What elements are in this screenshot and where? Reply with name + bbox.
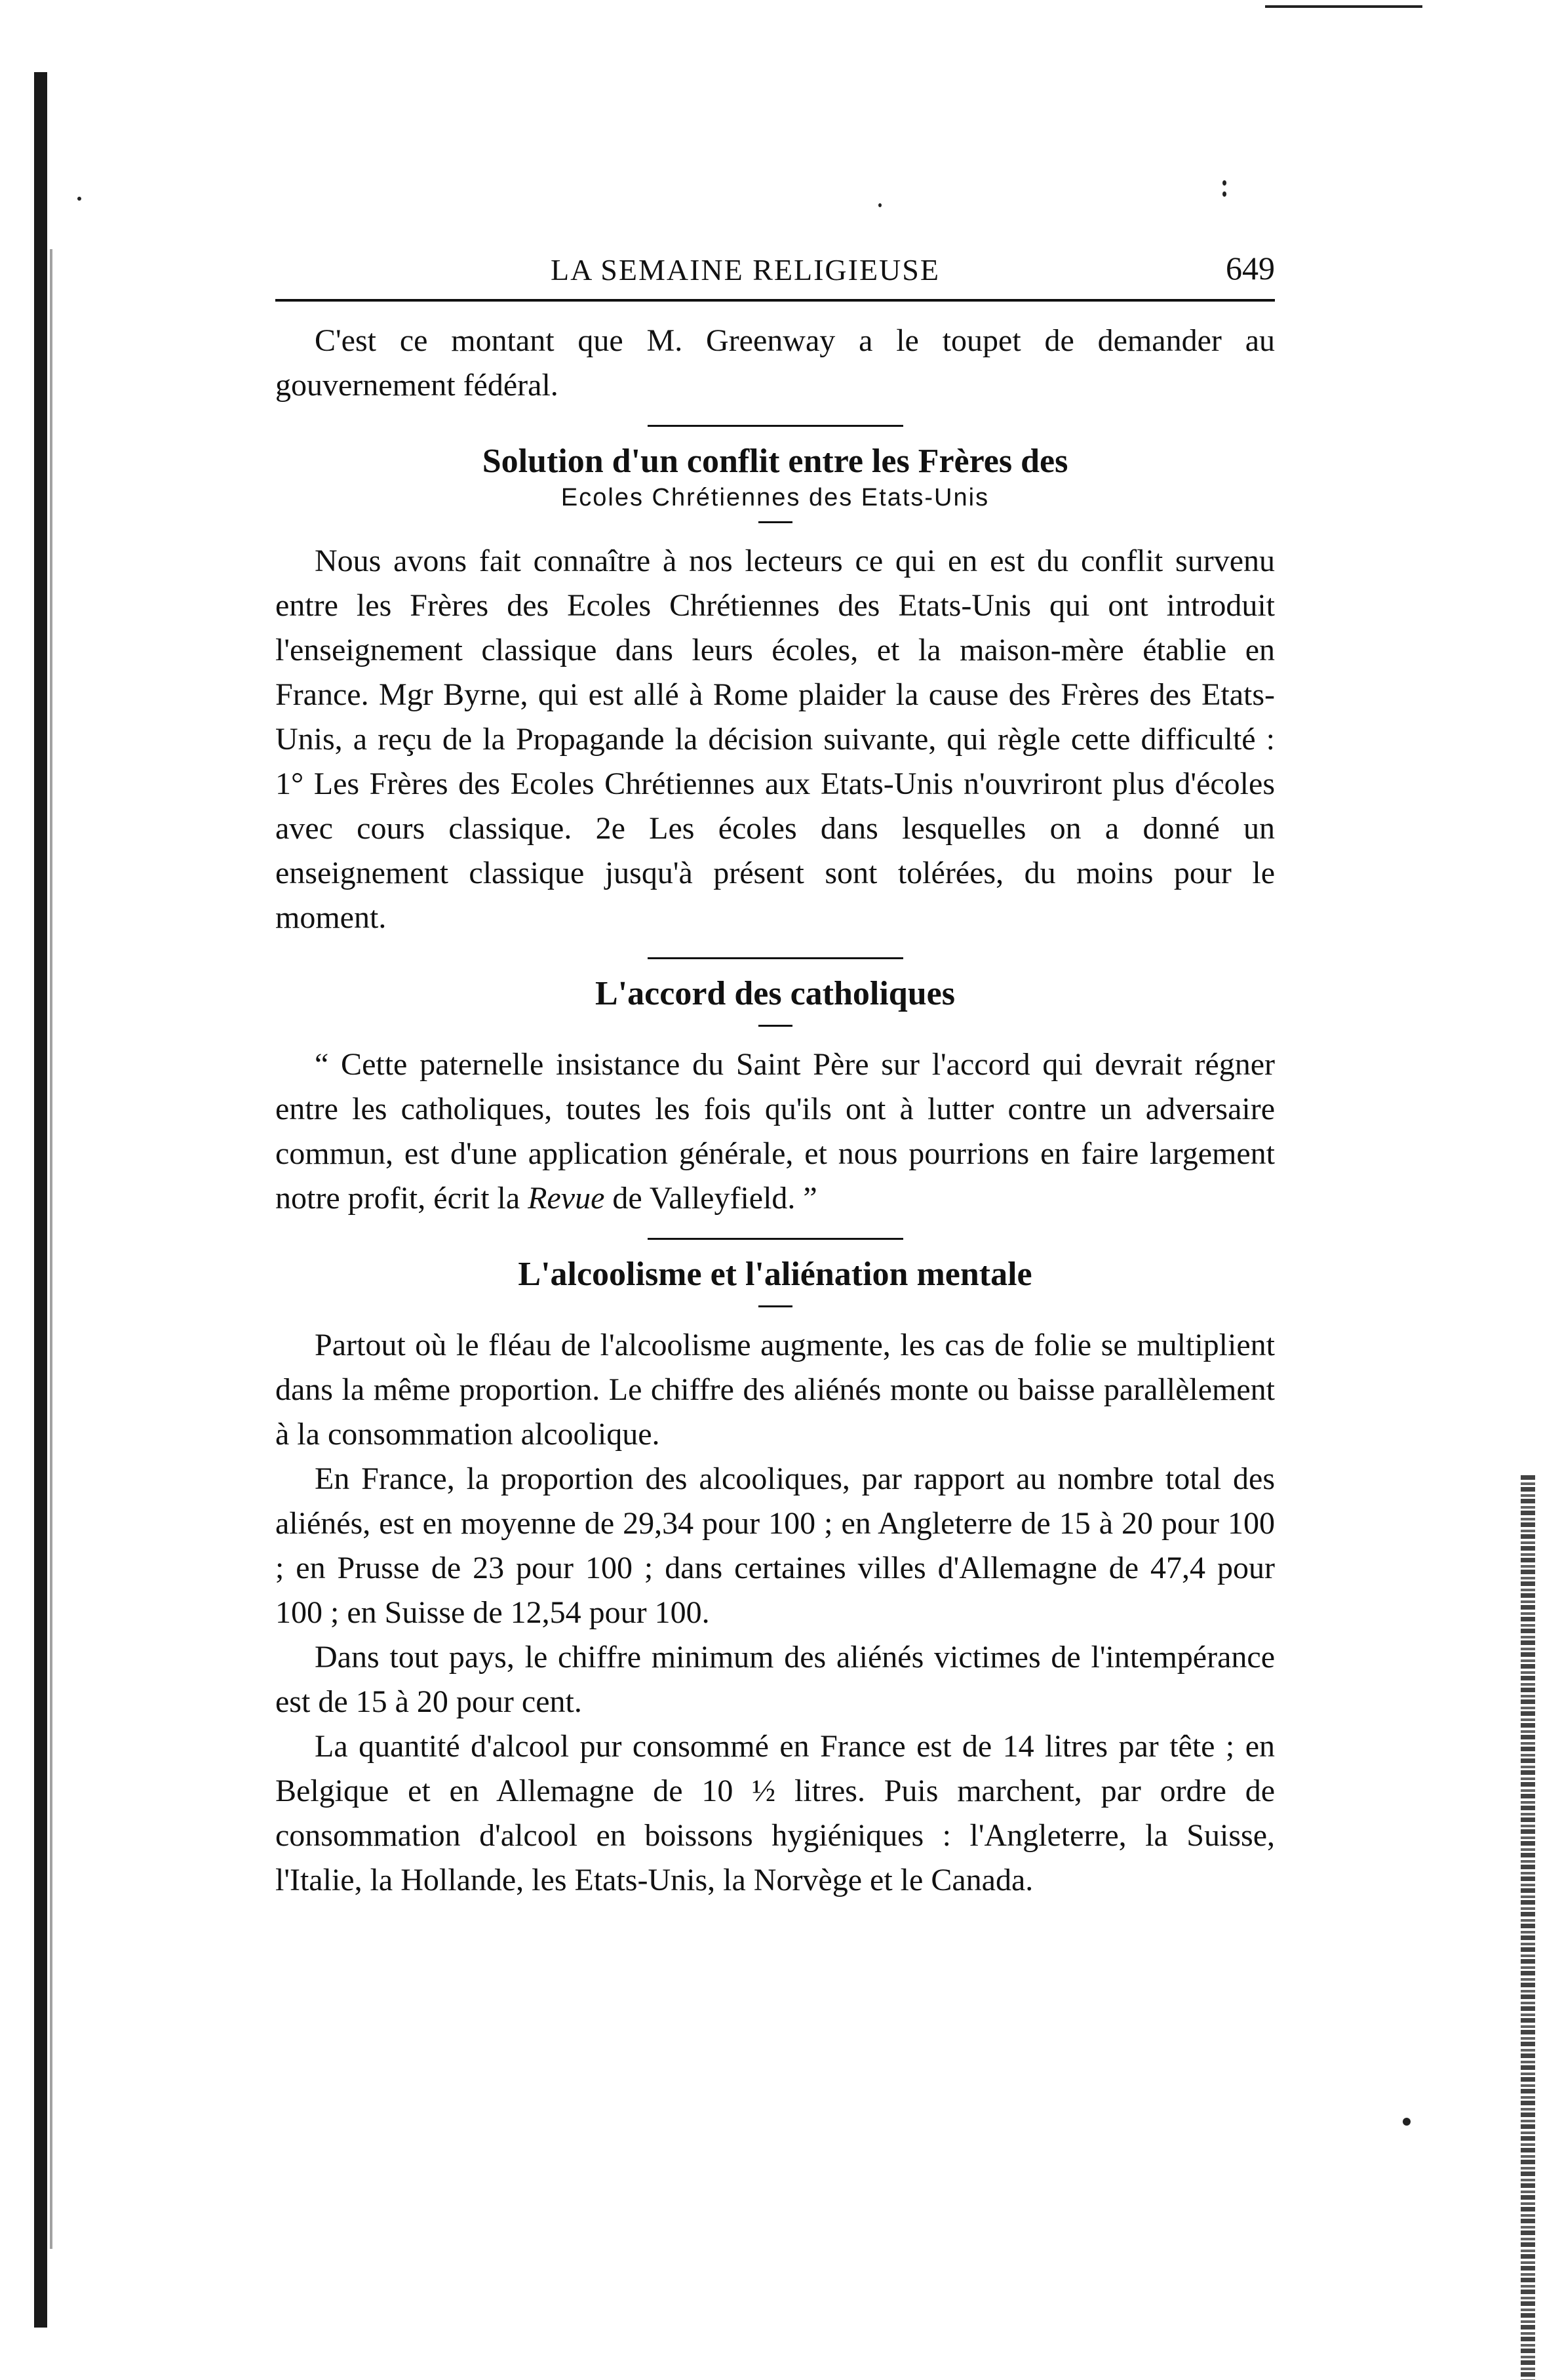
running-head [275,249,1275,302]
section2-paragraph [275,1042,1275,1221]
section2-title: L'accord des catholiques [595,975,955,1012]
scan-speck [77,197,81,201]
title-dash [758,521,792,523]
scan-speck [878,203,882,207]
running-head-title: LA SEMAINE RELIGIEUSE [551,253,940,287]
section3-paragraph-4: La quantité d'alcool pur consommé en France est de 14 litres par tête ; en Belgique et en Allemagne de 10 ½ litres. Puis marchent, par ordre de consommation d'alcool en boissons hygiéniques : l'Angleterre, la Suisse, l'Italie, la Hollande, les Etats-Unis, la Norvège et le Canada. [275,1729,1275,1897]
section-separator [648,957,903,959]
scan-speck [1222,180,1226,186]
page-number: 649 [1226,250,1275,287]
section1-paragraph: Nous avons fait connaître à nos lecteurs ce qui en est du conflit survenu entre les Frères des Ecoles Chrétiennes des Etats-Unis qui ont introduit l'enseignement classique dans leurs écoles, et la maison-mère établie en France. Mgr Byrne, qui est allé à Rome plaider la cause des Frères des Etats-Unis, a reçu de la Propagande la décision suivante, qui règle cette difficulté : 1° Les Frères des Ecoles Chrétiennes aux Etats-Unis n'ouvriront plus d'écoles avec cours classique. 2e Les écoles dans lesquelles on a donné un enseignement classique jusqu'à présent sont tolérées, du moins pour le moment. [275,544,1275,935]
section2-italic-revue: Revue [528,1181,605,1216]
scan-edge-line [50,249,52,2249]
scan-top-rule [1265,5,1422,8]
scan-speck [1403,2118,1411,2126]
page-content [275,249,1275,1903]
section-separator [648,1238,903,1240]
section-separator [648,425,903,427]
scan-edge-shadow [34,72,47,2328]
section3-title: L'alcoolisme et l'aliénation mentale [518,1256,1032,1293]
section2-text-end: de Valleyfield. ” [612,1181,817,1216]
title-dash [758,1305,792,1307]
section1-subtitle: Ecoles Chrétiennes des Etats-Unis [560,484,990,511]
section3-paragraph-2: En France, la proportion des alcooliques, par rapport au nombre total des aliénés, est en moyenne de 29,34 pour 100 ; en Angleterre de 15 à 20 pour 100 ; en Prusse de 23 pour 100 ; dans certaines villes d'Allemagne de 47,4 pour 100 ; en Suisse de 12,54 pour 100. [275,1461,1275,1630]
intro-paragraph: C'est ce montant que M. Greenway a le toupet de demander au gouvernement fédéral. [275,323,1275,403]
section3-paragraph-1: Partout où le fléau de l'alcoolisme augmente, les cas de folie se multiplient dans la même proportion. Le chiffre des aliénés monte ou baisse parallèlement à la consommation alcoolique. [275,1328,1275,1452]
scan-speck [1222,191,1226,197]
section1-title: Solution d'un conflit entre les Frères des [482,443,1068,480]
scan-right-edge-noise [1521,1475,1535,2380]
title-dash [758,1025,792,1027]
section3-paragraph-3: Dans tout pays, le chiffre minimum des aliénés victimes de l'intempérance est de 15 à 20 pour cent. [275,1640,1275,1719]
section2-text-start: “ Cette paternelle insistance du Saint Père sur l'accord qui devrait régner entre les catholiques, toutes les fois qu'ils ont à lutter contre un adversaire commun, est d'une application générale, et nous pourrions en faire largement notre profit, écrit la [275,1047,1275,1216]
